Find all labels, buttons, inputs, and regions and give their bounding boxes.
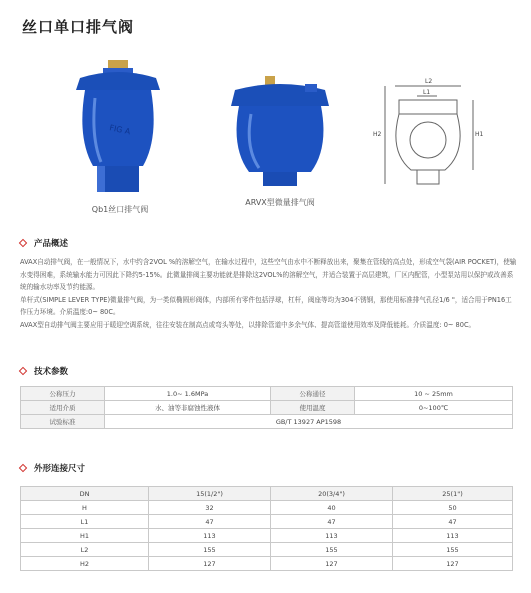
- diamond-icon: [19, 239, 27, 247]
- table-cell: 0~100℃: [355, 401, 513, 415]
- caption-arvx: ARVX型微量排气阀: [245, 198, 315, 207]
- table-cell: 公称压力: [21, 387, 105, 401]
- dim-label-h1: H1: [475, 131, 484, 138]
- dim-label-h2: H2: [373, 131, 382, 138]
- diamond-icon: [19, 367, 27, 375]
- table-row: [21, 557, 513, 571]
- table-cell: 155: [149, 543, 271, 557]
- technical-drawing: [365, 62, 515, 212]
- product-image-arvx: [205, 58, 355, 208]
- tech-heading-text: 技术参数: [34, 367, 69, 377]
- table-cell: 公称通径: [271, 387, 355, 401]
- overview-heading: [20, 237, 68, 249]
- tech-table: [20, 386, 513, 429]
- table-row: [21, 529, 513, 543]
- product-image-qb1: [45, 58, 195, 208]
- table-cell: 155: [393, 543, 513, 557]
- table-cell: 1.0~ 1.6MPa: [105, 387, 271, 401]
- table-row: [21, 387, 513, 401]
- table-row: [21, 543, 513, 557]
- valve-body-text: FIG A: [108, 123, 132, 137]
- overview-paragraph: AVAX自动排气阀，在一般情况下，水中约含2VOL %的溶解空气，在输水过程中，这些空气由水中不断释放出来，聚集在管线的高点处，形成空气袋(AIR POCKET)，使输水变得困难，系统输水能力可因此下降约5-15%。此微量排阀主要功能就是排除这2VOL%的溶解空气，并适合装置于高层建筑，厂区内配管，小型泵站用以保护或改善系统的输水功率及节约能源。: [20, 258, 517, 292]
- table-cell: 47: [271, 515, 393, 529]
- table-row: [21, 487, 513, 501]
- table-cell: 32: [149, 501, 271, 515]
- table-cell: 25(1"): [393, 487, 513, 501]
- table-cell: 10 ~ 25mm: [355, 387, 513, 401]
- table-cell: L1: [21, 515, 149, 529]
- dim-label-l2: L2: [425, 78, 433, 85]
- table-cell: 155: [271, 543, 393, 557]
- dim-label-l1: L1: [423, 89, 431, 96]
- table-cell: 适用介质: [21, 401, 105, 415]
- dims-heading-text: 外形连接尺寸: [34, 464, 86, 474]
- table-cell: H1: [21, 529, 149, 543]
- table-cell: 127: [149, 557, 271, 571]
- table-cell: 20(3/4"): [271, 487, 393, 501]
- table-cell: H2: [21, 557, 149, 571]
- overview-paragraph: 单杆式(SIMPLE LEVER TYPE)微量排气阀，为一类似椭圆形阀体，内部所有零件包括浮球，杠杆，阀座等均为304不锈钢，那使用标准排气孔径1/6 "，适合用于PN16工作压力环境。介质温度:0~ 80C。: [20, 295, 512, 317]
- dims-table: [20, 486, 513, 571]
- table-cell: H: [21, 501, 149, 515]
- table-cell: 113: [393, 529, 513, 543]
- table-cell: 试验标准: [21, 415, 105, 429]
- table-cell: GB/T 13927 AP1598: [105, 415, 513, 429]
- table-row: [21, 515, 513, 529]
- overview-text: [20, 256, 518, 332]
- table-cell: 113: [149, 529, 271, 543]
- table-row: [21, 501, 513, 515]
- tech-heading: [20, 365, 68, 377]
- table-cell: L2: [21, 543, 149, 557]
- dims-heading: [20, 462, 85, 474]
- table-cell: 113: [271, 529, 393, 543]
- table-cell: 47: [149, 515, 271, 529]
- table-row: [21, 415, 513, 429]
- caption-qb1: Qb1丝口排气阀: [91, 205, 149, 214]
- table-cell: 47: [393, 515, 513, 529]
- diamond-icon: [19, 464, 27, 472]
- table-row: [21, 401, 513, 415]
- table-cell: 127: [393, 557, 513, 571]
- overview-paragraph: AVAX型自动排气阀主要应用于暖迎空调系统，往往安装在制高点或弯头等处，以排除管道中多余气体、提高管道使用效率及降低能耗。介质温度: 0~ 80C。: [20, 320, 476, 329]
- table-cell: 水、油等非腐蚀性液体: [105, 401, 271, 415]
- table-cell: 40: [271, 501, 393, 515]
- table-cell: 使用温度: [271, 401, 355, 415]
- table-cell: DN: [21, 487, 149, 501]
- overview-heading-text: 产品概述: [34, 239, 69, 249]
- table-cell: 50: [393, 501, 513, 515]
- table-cell: 15(1/2"): [149, 487, 271, 501]
- page-title: 丝口单口排气阀: [22, 18, 135, 36]
- table-cell: 127: [271, 557, 393, 571]
